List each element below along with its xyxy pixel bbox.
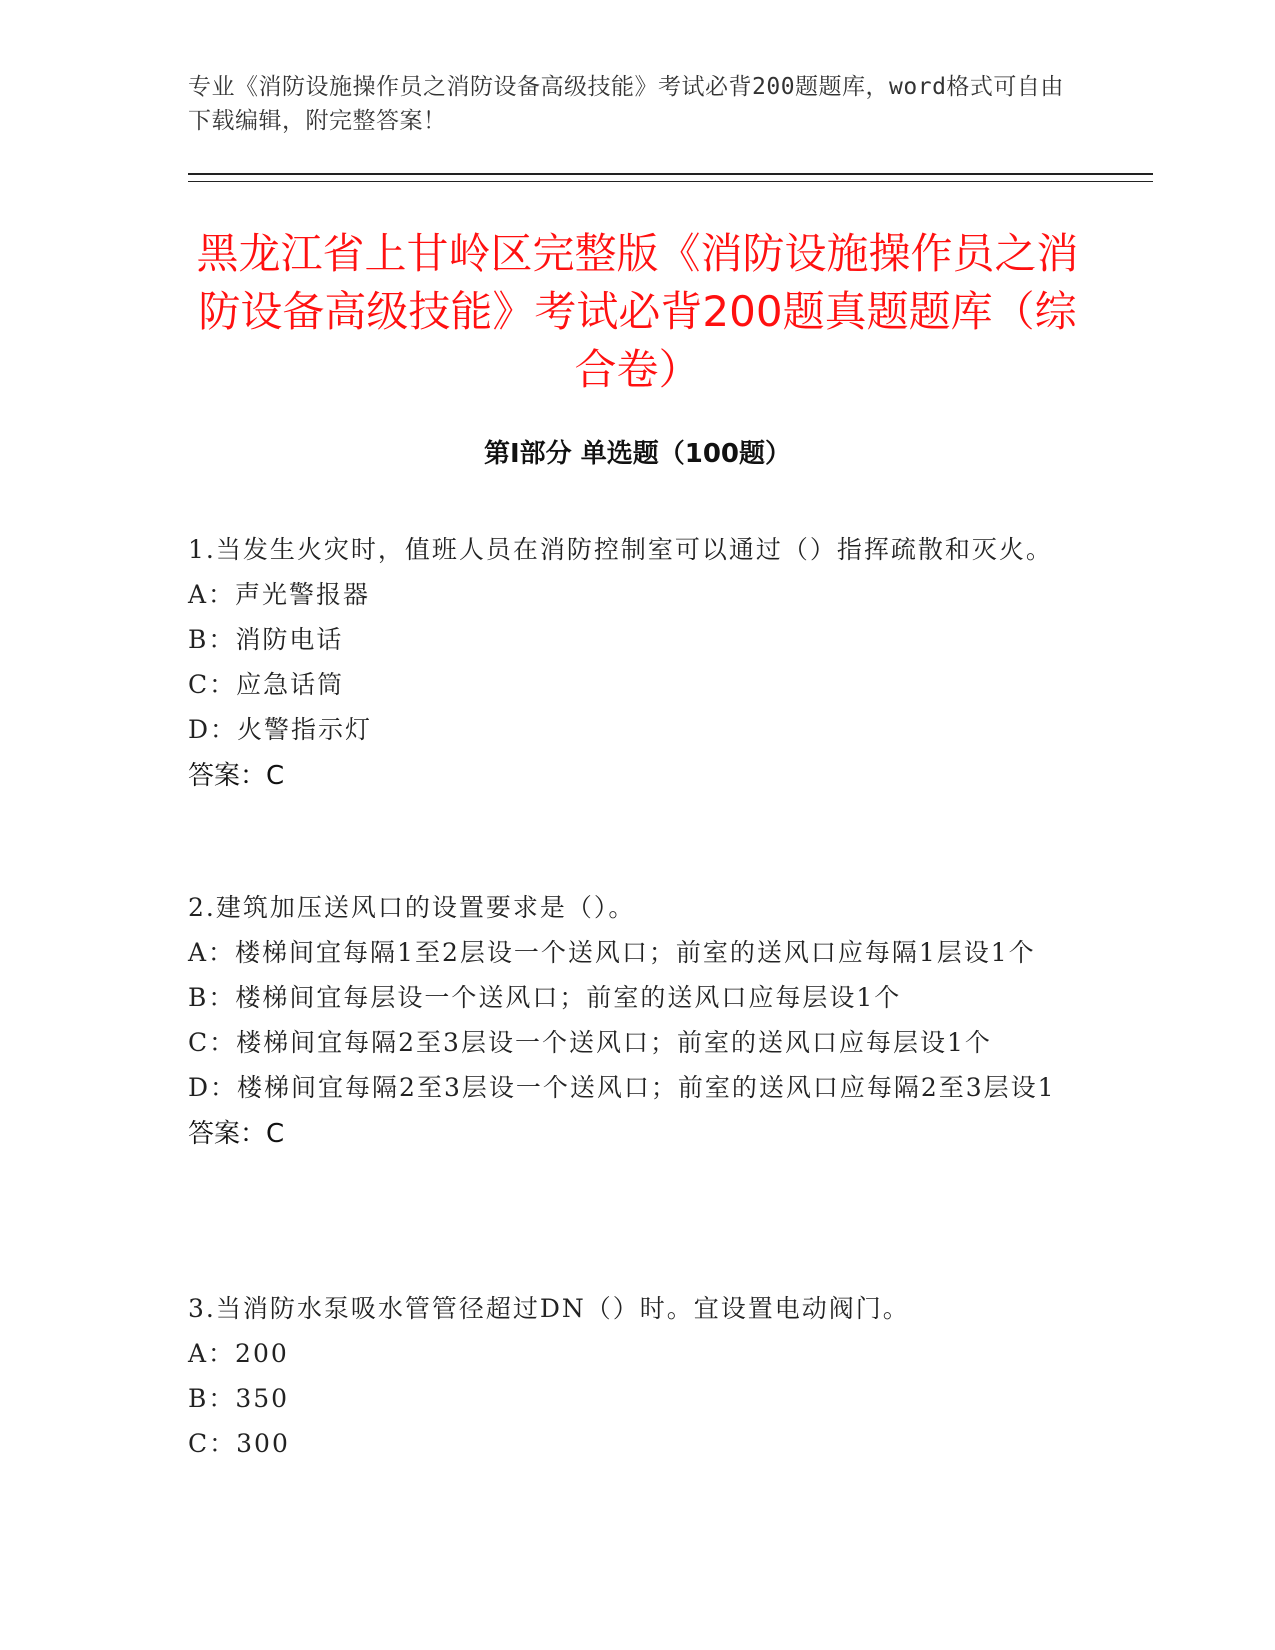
document-title: 黑龙江省上甘岭区完整版《消防设施操作员之消防设备高级技能》考试必背200题真题题库（综合卷） (196, 229, 1079, 394)
option-b: B：楼梯间宜每层设一个送风口；前室的送风口应每层设1个 (188, 983, 902, 1012)
option-b: B：消防电话 (188, 625, 344, 654)
question-1 (188, 527, 1068, 799)
option-d: D：火警指示灯 (188, 715, 373, 744)
header-note: 专业《消防设施操作员之消防设备高级技能》考试必背200题题库，word格式可自由下载编辑，附完整答案！ (188, 74, 1064, 134)
option-b: B：350 (188, 1384, 290, 1413)
question-3 (188, 1286, 1068, 1466)
header-divider-thick (188, 173, 1153, 175)
section-heading: 第Ⅰ部分 单选题（100题） (484, 439, 791, 469)
option-d: D：楼梯间宜每隔2至3层设一个送风口；前室的送风口应每隔2至3层设1 (188, 1073, 1056, 1102)
option-c: C：应急话筒 (188, 670, 345, 699)
option-c: C：楼梯间宜每隔2至3层设一个送风口；前室的送风口应每层设1个 (188, 1028, 992, 1057)
header-divider-thin (188, 181, 1153, 182)
answer: 答案：C (188, 1119, 285, 1149)
option-a: A：声光警报器 (188, 580, 371, 609)
option-a: A：楼梯间宜每隔1至2层设一个送风口；前室的送风口应每隔1层设1个 (188, 938, 1036, 967)
option-a: A：200 (188, 1339, 289, 1368)
question-stem: 1.当发生火灾时，值班人员在消防控制室可以通过（）指挥疏散和灭火。 (188, 535, 1053, 564)
question-2 (188, 885, 1068, 1157)
answer: 答案：C (188, 761, 285, 791)
question-stem: 2.建筑加压送风口的设置要求是（）。 (188, 893, 636, 922)
option-c: C：300 (188, 1429, 290, 1458)
question-stem: 3.当消防水泵吸水管管径超过DN（）时。宜设置电动阀门。 (188, 1294, 910, 1323)
